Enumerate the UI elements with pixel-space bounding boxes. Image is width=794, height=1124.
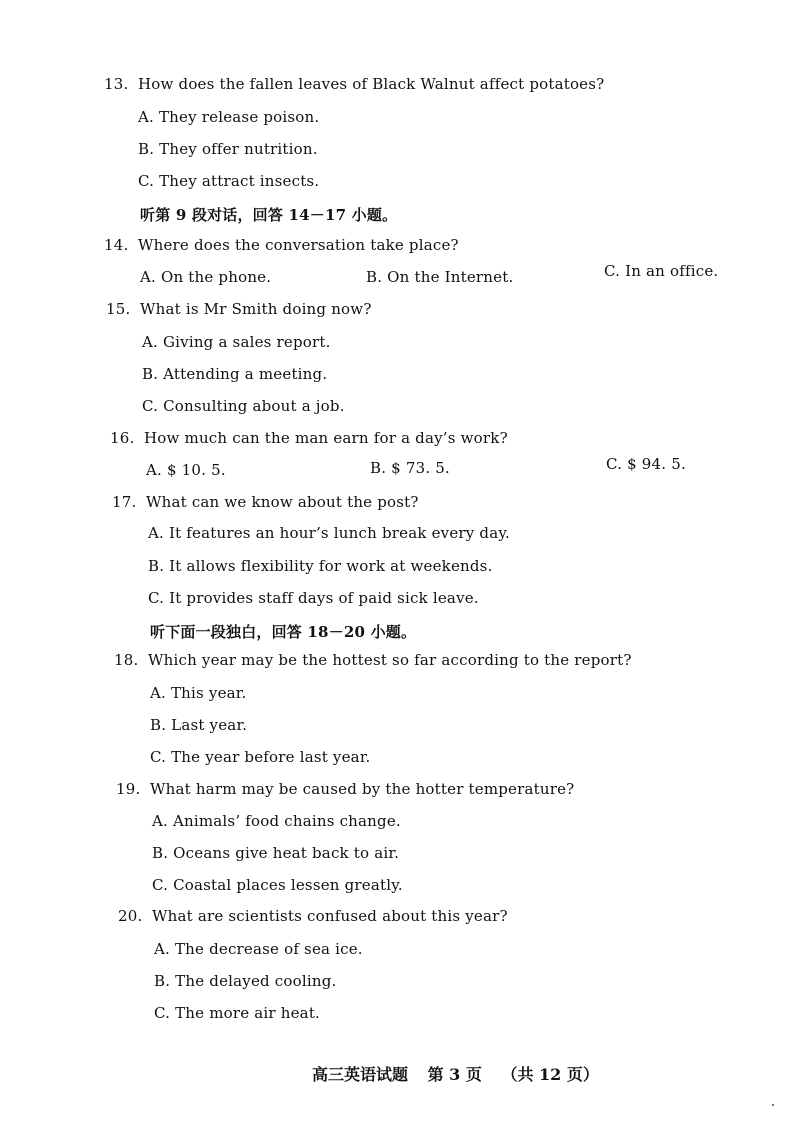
option-20a: A. The decrease of sea ice. (154, 940, 363, 958)
option-17c: C. It provides staff days of paid sick leave. (148, 589, 479, 607)
question-number: 18. (114, 651, 139, 669)
option-18c: C. The year before last year. (150, 748, 371, 766)
option-16c: C. $ 94. 5. (606, 455, 686, 473)
question-text: How does the fallen leaves of Black Walnut affect potatoes? (138, 75, 605, 93)
option-14a: A. On the phone. (140, 268, 272, 286)
question-text: Where does the conversation take place? (138, 236, 459, 254)
option-14b: B. On the Internet. (366, 268, 514, 286)
option-20b: B. The delayed cooling. (154, 972, 337, 990)
question-text: What are scientists confused about this year? (152, 907, 508, 925)
question-number: 19. (116, 780, 141, 798)
question-13 (104, 75, 604, 93)
question-text: What is Mr Smith doing now? (140, 300, 372, 318)
option-16b: B. $ 73. 5. (370, 459, 451, 477)
footer-page: 第 3 页 (427, 1065, 482, 1084)
question-number: 13. (104, 75, 129, 93)
question-number: 17. (112, 493, 137, 511)
question-text: What harm may be caused by the hotter temperature? (150, 780, 575, 798)
question-15 (106, 300, 372, 318)
question-number: 20. (118, 907, 143, 925)
option-16a: A. $ 10. 5. (146, 461, 226, 479)
option-13a: A. They release poison. (138, 108, 320, 126)
question-text: Which year may be the hottest so far according to the report? (148, 651, 632, 669)
instruction-14-17: 听第 9 段对话，回答 14－17 小题。 (140, 206, 398, 224)
option-19b: B. Oceans give heat back to air. (152, 844, 400, 862)
option-15b: B. Attending a meeting. (142, 365, 328, 383)
question-number: 16. (110, 429, 135, 447)
option-18b: B. Last year. (150, 716, 248, 734)
option-14c: C. In an office. (604, 262, 719, 280)
page-footer (312, 1062, 599, 1085)
option-17b: B. It allows flexibility for work at weekends. (148, 557, 493, 575)
question-16 (110, 429, 508, 447)
option-19c: C. Coastal places lessen greatly. (152, 876, 403, 894)
option-13c: C. They attract insects. (138, 172, 320, 190)
question-14 (104, 236, 459, 254)
option-13b: B. They offer nutrition. (138, 140, 318, 158)
option-19a: A. Animals’ food chains change. (152, 812, 401, 830)
question-number: 15. (106, 300, 131, 318)
question-19 (116, 780, 574, 798)
question-text: How much can the man earn for a day’s work? (144, 429, 508, 447)
footer-total: （共 12 页） (501, 1065, 599, 1084)
option-15a: A. Giving a sales report. (142, 333, 331, 351)
option-15c: C. Consulting about a job. (142, 397, 345, 415)
question-text: What can we know about the post? (146, 493, 419, 511)
scan-speck (772, 1104, 774, 1106)
question-number: 14. (104, 236, 129, 254)
instruction-18-20: 听下面一段独白，回答 18－20 小题。 (150, 623, 417, 641)
option-17a: A. It features an hour’s lunch break every day. (148, 524, 511, 542)
option-20c: C. The more air heat. (154, 1004, 321, 1022)
option-18a: A. This year. (150, 684, 247, 702)
question-18 (114, 651, 632, 669)
question-20 (118, 907, 508, 925)
question-17 (112, 493, 419, 511)
footer-title: 高三英语试题 (312, 1065, 409, 1084)
